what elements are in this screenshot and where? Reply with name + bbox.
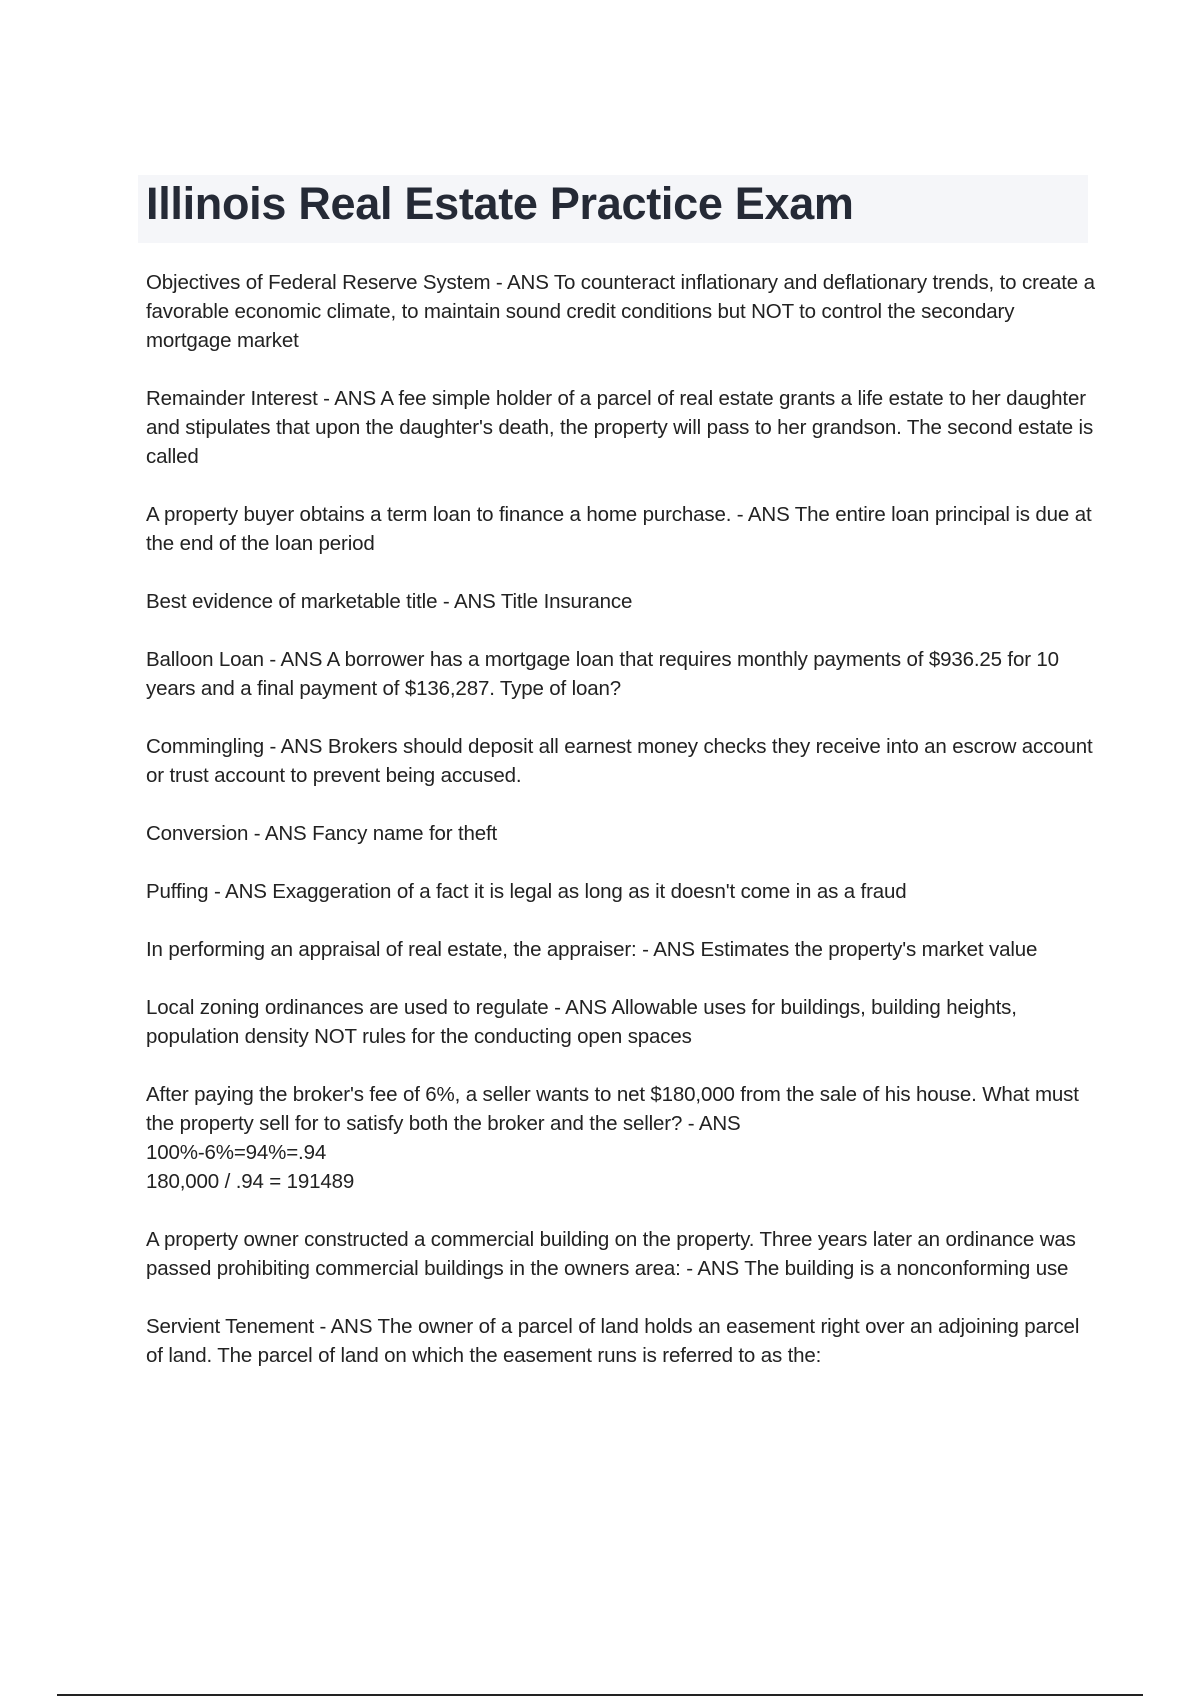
question-text: Best evidence of marketable title	[146, 590, 438, 613]
qa-item	[146, 935, 1096, 964]
qa-list	[146, 268, 1096, 1399]
answer-marker: - ANS	[314, 1315, 378, 1338]
answer-marker: - ANS	[317, 387, 381, 410]
answer-text: The building is a nonconforming use	[744, 1257, 1069, 1280]
answer-text: A borrower has a mortgage loan that requires monthly payments of $936.25 for 10 years and a final payment of $136,287. Type of loan?	[146, 648, 1059, 700]
answer-marker: - ANS	[490, 271, 554, 294]
answer-text: A fee simple holder of a parcel of real estate grants a life estate to her daughter and stipulates that upon the daughter's death, the property will pass to her grandson. The second estate is called	[146, 387, 1094, 468]
answer-text: Title Insurance	[500, 590, 633, 613]
question-text: Puffing	[146, 880, 209, 903]
question-text: Remainder Interest	[146, 387, 318, 410]
qa-item	[146, 993, 1096, 1051]
qa-item	[146, 268, 1096, 355]
answer-text: Brokers should deposit all earnest money checks they receive into an escrow account or trust account to prevent being accused.	[146, 735, 1093, 787]
answer-marker: - ANS	[636, 938, 701, 961]
answer-text	[146, 1138, 1096, 1196]
qa-item	[146, 645, 1096, 703]
answer-text: The owner of a parcel of land holds an easement right over an adjoining parcel of land. The parcel of land on which the easement runs is referred to as the:	[146, 1315, 1080, 1367]
answer-marker: - ANS	[263, 735, 328, 758]
bottom-divider	[57, 1694, 1143, 1696]
qa-item	[146, 587, 1096, 616]
answer-text: Exaggeration of a fact it is legal as long as it doesn't come in as a fraud	[272, 880, 907, 903]
qa-item	[146, 819, 1096, 848]
answer-marker: - ANS	[548, 996, 612, 1019]
question-text: Local zoning ordinances are used to regulate	[146, 996, 549, 1019]
answer-marker: - ANS	[680, 1257, 745, 1280]
qa-item	[146, 500, 1096, 558]
page-title: Illinois Real Estate Practice Exam	[146, 178, 854, 229]
question-text: Balloon Loan	[146, 648, 264, 671]
answer-marker: - ANS	[437, 590, 501, 613]
answer-text: Allowable uses for buildings, building heights, population density NOT rules for the conducting open spaces	[146, 996, 1017, 1048]
answer-text: The entire loan principal is due at the end of the loan period	[146, 503, 1092, 555]
question-text: Objectives of Federal Reserve System	[146, 271, 491, 294]
question-text: A property buyer obtains a term loan to finance a home purchase.	[146, 503, 732, 526]
answer-marker: - ANS	[263, 648, 327, 671]
qa-item	[146, 1225, 1096, 1283]
answer-marker: - ANS	[208, 880, 273, 903]
answer-marker: - ANS	[248, 822, 313, 845]
question-text: Commingling	[146, 735, 264, 758]
question-text: Conversion	[146, 822, 249, 845]
question-text: After paying the broker's fee of 6%, a seller wants to net $180,000 from the sale of his house. What must the property sell for to satisfy both the broker and the seller?	[146, 1083, 1079, 1135]
question-text: In performing an appraisal of real estate, the appraiser:	[146, 938, 637, 961]
question-text: Servient Tenement	[146, 1315, 315, 1338]
answer-line: 180,000 / .94 = 191489	[146, 1170, 355, 1193]
qa-item	[146, 877, 1096, 906]
answer-text: Estimates the property's market value	[700, 938, 1038, 961]
answer-text: To counteract inflationary and deflationary trends, to create a favorable economic climate, to maintain sound credit conditions but NOT to control the secondary mortgage market	[146, 271, 1095, 352]
qa-item	[146, 732, 1096, 790]
qa-item	[146, 1080, 1096, 1196]
answer-line: 100%-6%=94%=.94	[146, 1141, 327, 1164]
answer-text: Fancy name for theft	[312, 822, 498, 845]
answer-marker: - ANS	[731, 503, 795, 526]
question-text: A property owner constructed a commercial building on the property. Three years later an ordinance was passed prohibiting commercial buildings in the owners area:	[146, 1228, 1076, 1280]
qa-item	[146, 384, 1096, 471]
qa-item	[146, 1312, 1096, 1370]
answer-marker: - ANS	[682, 1112, 741, 1135]
